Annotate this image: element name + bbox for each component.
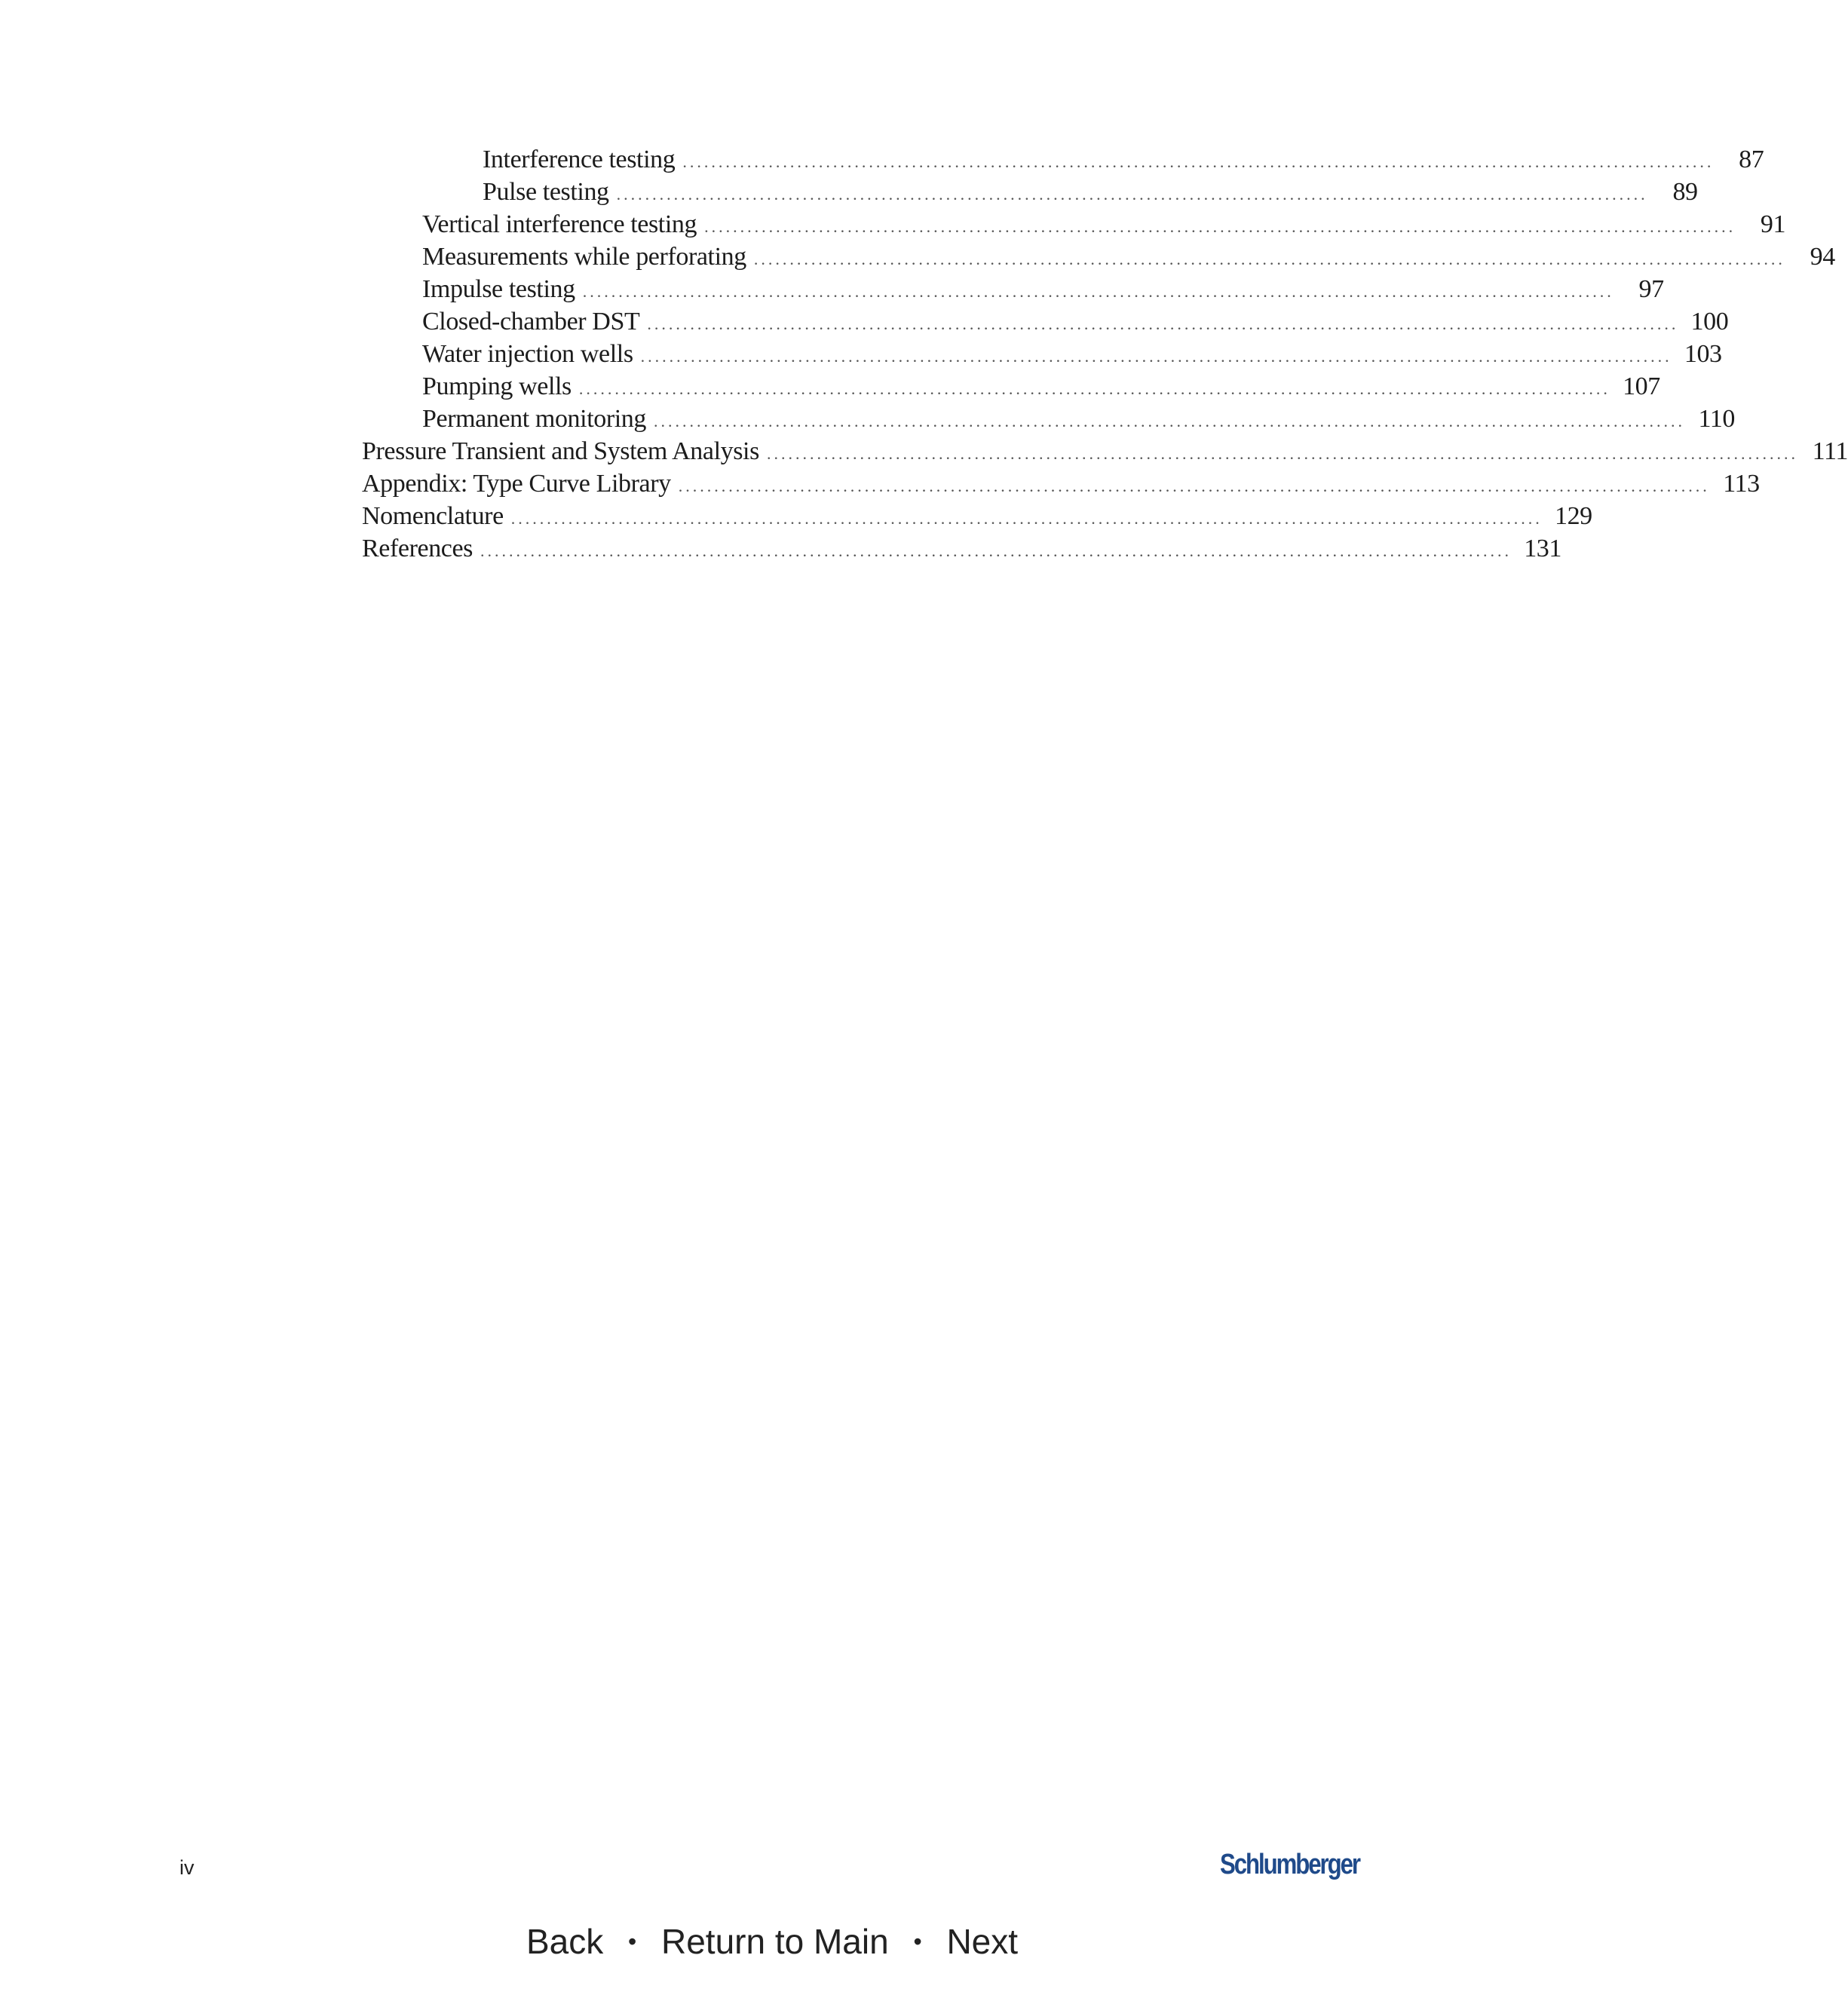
dot-leader: ................................................................................................................................................: [704, 217, 1736, 236]
dot-leader: ................................................................................................................................................: [682, 152, 1715, 171]
toc-entry-closed-chamber-dst[interactable]: [422, 305, 1729, 338]
toc-entry-page: 91: [1760, 210, 1786, 238]
dot-leader: ................................................................................................................................................: [480, 541, 1512, 560]
toc-entry-nomenclature[interactable]: [362, 500, 1592, 532]
toc-entry-title: Appendix: Type Curve Library: [362, 470, 671, 498]
toc-entry-page: 103: [1684, 340, 1722, 368]
toc-entry-page: 111: [1812, 437, 1848, 465]
toc-entry-pulse-testing[interactable]: [483, 176, 1698, 208]
toc-entry-water-injection-wells[interactable]: [422, 338, 1722, 370]
dot-leader: ................................................................................................................................................: [510, 509, 1543, 528]
toc-entry-vertical-interference-testing[interactable]: [422, 208, 1786, 241]
dot-leader: ................................................................................................................................................: [753, 250, 1785, 268]
toc-entry-page: 110: [1698, 405, 1736, 433]
back-link[interactable]: Back: [526, 1922, 604, 1961]
toc-entry-title: Permanent monitoring: [422, 405, 647, 433]
dot-leader: ................................................................................................................................................: [766, 444, 1798, 463]
next-link[interactable]: Next: [946, 1922, 1019, 1961]
toc-entry-impulse-testing[interactable]: [422, 273, 1664, 305]
toc-entry-page: 94: [1810, 243, 1835, 271]
toc-entry-references[interactable]: [362, 532, 1562, 565]
toc-entry-pumping-wells[interactable]: [422, 370, 1660, 403]
dot-leader: ................................................................................................................................................: [616, 185, 1648, 204]
toc-entry-measurements-while-perforating[interactable]: [422, 241, 1835, 273]
toc-entry-title: Impulse testing: [422, 275, 575, 303]
toc-entry-title: References: [362, 535, 473, 562]
dot-leader: ................................................................................................................................................: [654, 412, 1686, 431]
toc-entry-title: Pressure Transient and System Analysis: [362, 437, 759, 465]
toc-entry-page: 100: [1690, 308, 1729, 336]
toc-entry-title: Water injection wells: [422, 340, 633, 368]
dot-leader: ................................................................................................................................................: [582, 282, 1614, 301]
toc-entry-page: 107: [1623, 372, 1660, 400]
toc-entry-title: Interference testing: [483, 146, 676, 173]
separator-bullet: •: [628, 1928, 637, 1955]
toc-entry-page: 97: [1638, 275, 1664, 303]
toc-entry-permanent-monitoring[interactable]: [422, 403, 1736, 435]
toc-entry-title: Pulse testing: [483, 178, 609, 206]
toc-entry-title: Vertical interference testing: [422, 210, 697, 238]
toc-entry-page: 87: [1739, 146, 1764, 173]
toc-entry-page: 113: [1723, 470, 1760, 498]
dot-leader: ................................................................................................................................................: [678, 477, 1710, 495]
dot-leader: ................................................................................................................................................: [640, 347, 1672, 366]
return-to-main-link[interactable]: Return to Main: [660, 1922, 889, 1961]
table-of-contents: [0, 0, 1848, 603]
page-number: iv: [179, 1856, 195, 1879]
toc-entry-page: 89: [1672, 178, 1698, 206]
toc-entry-title: Measurements while perforating: [422, 243, 746, 271]
toc-entry-title: Nomenclature: [362, 502, 504, 530]
navigation-bar: [0, 1921, 1544, 1962]
toc-entry-interference-testing[interactable]: [483, 143, 1764, 176]
toc-entry-title: Pumping wells: [422, 372, 572, 400]
toc-entry-title: Closed-chamber DST: [422, 308, 640, 336]
separator-bullet: •: [913, 1928, 922, 1955]
toc-entry-pressure-transient-and-system-analysis[interactable]: [362, 435, 1848, 467]
dot-leader: ................................................................................................................................................: [578, 379, 1610, 398]
toc-entry-page: 129: [1554, 502, 1592, 530]
toc-entry-appendix-type-curve-library[interactable]: [362, 467, 1760, 500]
schlumberger-logo: Schlumberger: [1220, 1849, 1359, 1880]
dot-leader: ................................................................................................................................................: [647, 314, 1679, 333]
toc-entry-page: 131: [1524, 535, 1562, 562]
